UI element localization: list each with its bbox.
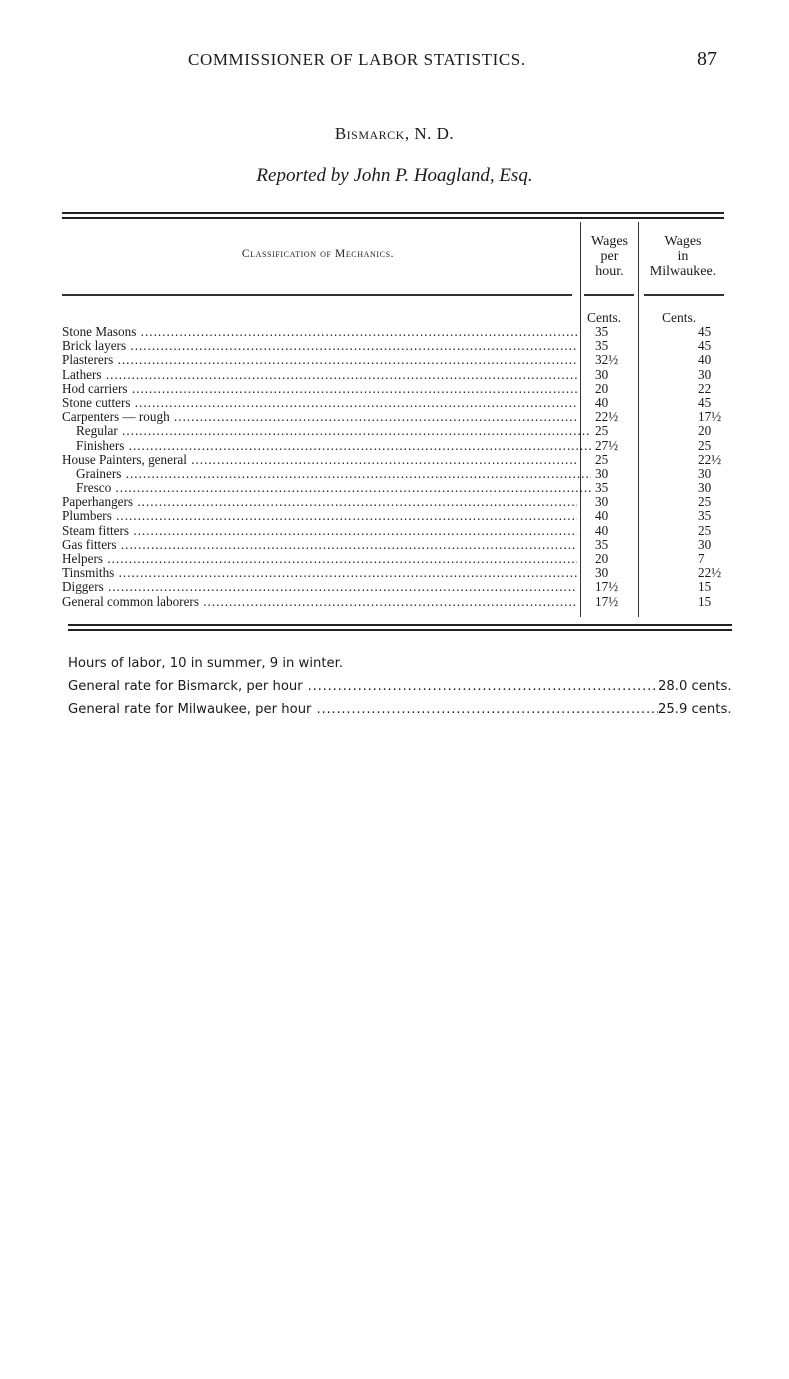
mechanic-classification: Regular ..... xyxy=(62,424,591,438)
table-row xyxy=(62,552,732,566)
wage-milwaukee: 22½ xyxy=(698,451,722,467)
wage-per-hour: 30 xyxy=(595,494,609,510)
mechanic-classification: Stone cutters ..... xyxy=(62,396,577,410)
milwaukee-rate-line xyxy=(68,698,738,721)
table-row xyxy=(62,467,732,481)
table-row xyxy=(62,325,732,339)
hours-note: Hours of labor, 10 in summer, 9 in winter. xyxy=(68,656,344,671)
wage-milwaukee: 40 xyxy=(698,352,712,368)
wage-per-hour: 40 xyxy=(595,394,609,410)
milwaukee-rate-label: General rate for Milwaukee, per hour ..... xyxy=(68,698,658,721)
mechanic-classification: Lathers ..... xyxy=(62,368,577,382)
mechanic-classification: Diggers ..... xyxy=(62,580,577,594)
wage-per-hour: 20 xyxy=(595,551,609,566)
wage-per-hour: 25 xyxy=(595,423,609,439)
wage-per-hour: 30 xyxy=(595,565,609,581)
mechanic-classification: Paperhangers ..... xyxy=(62,495,577,509)
wage-milwaukee: 25 xyxy=(698,437,712,453)
wage-per-hour: 17½ xyxy=(595,579,619,595)
wage-milwaukee: 45 xyxy=(698,394,712,410)
wage-per-hour: 35 xyxy=(595,324,609,339)
table-row xyxy=(62,580,732,594)
table-body xyxy=(62,325,732,609)
classification-header: Classification of Mechanics. xyxy=(241,248,395,260)
wage-milwaukee: 22 xyxy=(698,380,712,396)
mechanic-classification: Carpenters — rough ..... xyxy=(62,410,577,424)
table-row xyxy=(62,368,732,382)
wage-per-hour: 22½ xyxy=(595,409,619,425)
table-row xyxy=(62,538,732,552)
mechanic-classification: Brick layers ..... xyxy=(62,339,577,353)
bismarck-rate-label: General rate for Bismarck, per hour ..... xyxy=(68,675,658,698)
mechanic-classification: House Painters, general ..... xyxy=(62,453,577,467)
running-head: COMMISSIONER OF LABOR STATISTICS. xyxy=(188,50,526,69)
wage-milwaukee: 35 xyxy=(698,508,712,524)
mechanic-classification: Stone Masons ..... xyxy=(62,325,577,339)
wage-per-hour: 35 xyxy=(595,536,609,552)
units-col2: Cents. xyxy=(662,310,697,325)
table-row xyxy=(62,595,732,609)
mechanic-classification: General common laborers ..... xyxy=(62,595,577,609)
bismarck-rate-line xyxy=(68,675,738,698)
table-row xyxy=(62,495,732,509)
wage-per-hour: 20 xyxy=(595,380,609,396)
wage-milwaukee: 30 xyxy=(698,366,712,382)
mechanic-classification: Plumbers ..... xyxy=(62,509,577,523)
wage-per-hour: 30 xyxy=(595,465,609,481)
mechanic-classification: Helpers ..... xyxy=(62,552,577,566)
wage-per-hour: 35 xyxy=(595,338,609,354)
table-top-rule-2 xyxy=(62,217,724,219)
wage-per-hour: 32½ xyxy=(595,352,619,368)
table-top-rule xyxy=(62,212,724,214)
table-bottom-rule xyxy=(68,624,732,626)
wage-milwaukee: 7 xyxy=(698,551,705,566)
mechanic-classification: Finishers ..... xyxy=(62,439,591,453)
mechanic-classification: Tinsmiths ..... xyxy=(62,566,577,580)
header-separator-col2 xyxy=(644,294,724,296)
table-row xyxy=(62,410,732,424)
place-heading: Bismarck, N. D. xyxy=(334,124,455,143)
header-separator-col1 xyxy=(584,294,634,296)
wage-milwaukee: 15 xyxy=(698,579,712,595)
header-separator xyxy=(62,294,572,296)
units-col1: Cents. xyxy=(587,310,622,325)
wage-milwaukee: 25 xyxy=(698,522,712,538)
table-row xyxy=(62,439,732,453)
wage-per-hour: 40 xyxy=(595,522,609,538)
wage-milwaukee: 20 xyxy=(698,423,712,439)
wage-per-hour: 25 xyxy=(595,451,609,467)
wage-milwaukee: 25 xyxy=(698,494,712,510)
milwaukee-rate-value: 25.9 cents. xyxy=(658,702,732,717)
wages-per-hour-header: Wages per hour. xyxy=(591,234,628,279)
mechanic-classification: Plasterers ..... xyxy=(62,353,577,367)
wage-per-hour: 35 xyxy=(595,480,609,496)
table-row xyxy=(62,566,732,580)
table-row xyxy=(62,524,732,538)
wage-milwaukee: 17½ xyxy=(698,409,722,425)
mechanic-classification: Fresco ..... xyxy=(62,481,591,495)
wage-per-hour: 40 xyxy=(595,508,609,524)
wage-milwaukee: 30 xyxy=(698,536,712,552)
mechanic-classification: Grainers ..... xyxy=(62,467,591,481)
wage-milwaukee: 22½ xyxy=(698,565,722,581)
table-row xyxy=(62,396,732,410)
table-row xyxy=(62,382,732,396)
bismarck-rate-value: 28.0 cents. xyxy=(658,679,732,694)
wage-per-hour: 27½ xyxy=(595,437,619,453)
mechanic-classification: Gas fitters ..... xyxy=(62,538,577,552)
table-row xyxy=(62,481,732,495)
mechanic-classification: Steam fitters ..... xyxy=(62,524,577,538)
table-bottom-rule-2 xyxy=(68,629,732,631)
notes-section xyxy=(68,652,738,721)
wage-milwaukee: 45 xyxy=(698,338,712,354)
page-header xyxy=(0,50,789,76)
wage-milwaukee: 30 xyxy=(698,480,712,496)
wage-per-hour: 17½ xyxy=(595,593,619,609)
table-row xyxy=(62,509,732,523)
table-row xyxy=(62,453,732,467)
wage-milwaukee: 30 xyxy=(698,465,712,481)
wage-per-hour: 30 xyxy=(595,366,609,382)
mechanic-classification: Hod carriers ..... xyxy=(62,382,577,396)
table-row xyxy=(62,424,732,438)
reporter-line: Reported by John P. Hoagland, Esq. xyxy=(256,165,533,186)
table-row xyxy=(62,339,732,353)
wage-milwaukee: 15 xyxy=(698,593,712,609)
page-number: 87 xyxy=(697,48,717,70)
wages-milwaukee-header: Wages in Milwaukee. xyxy=(649,234,717,279)
wage-milwaukee: 45 xyxy=(698,324,712,339)
table-row xyxy=(62,353,732,367)
